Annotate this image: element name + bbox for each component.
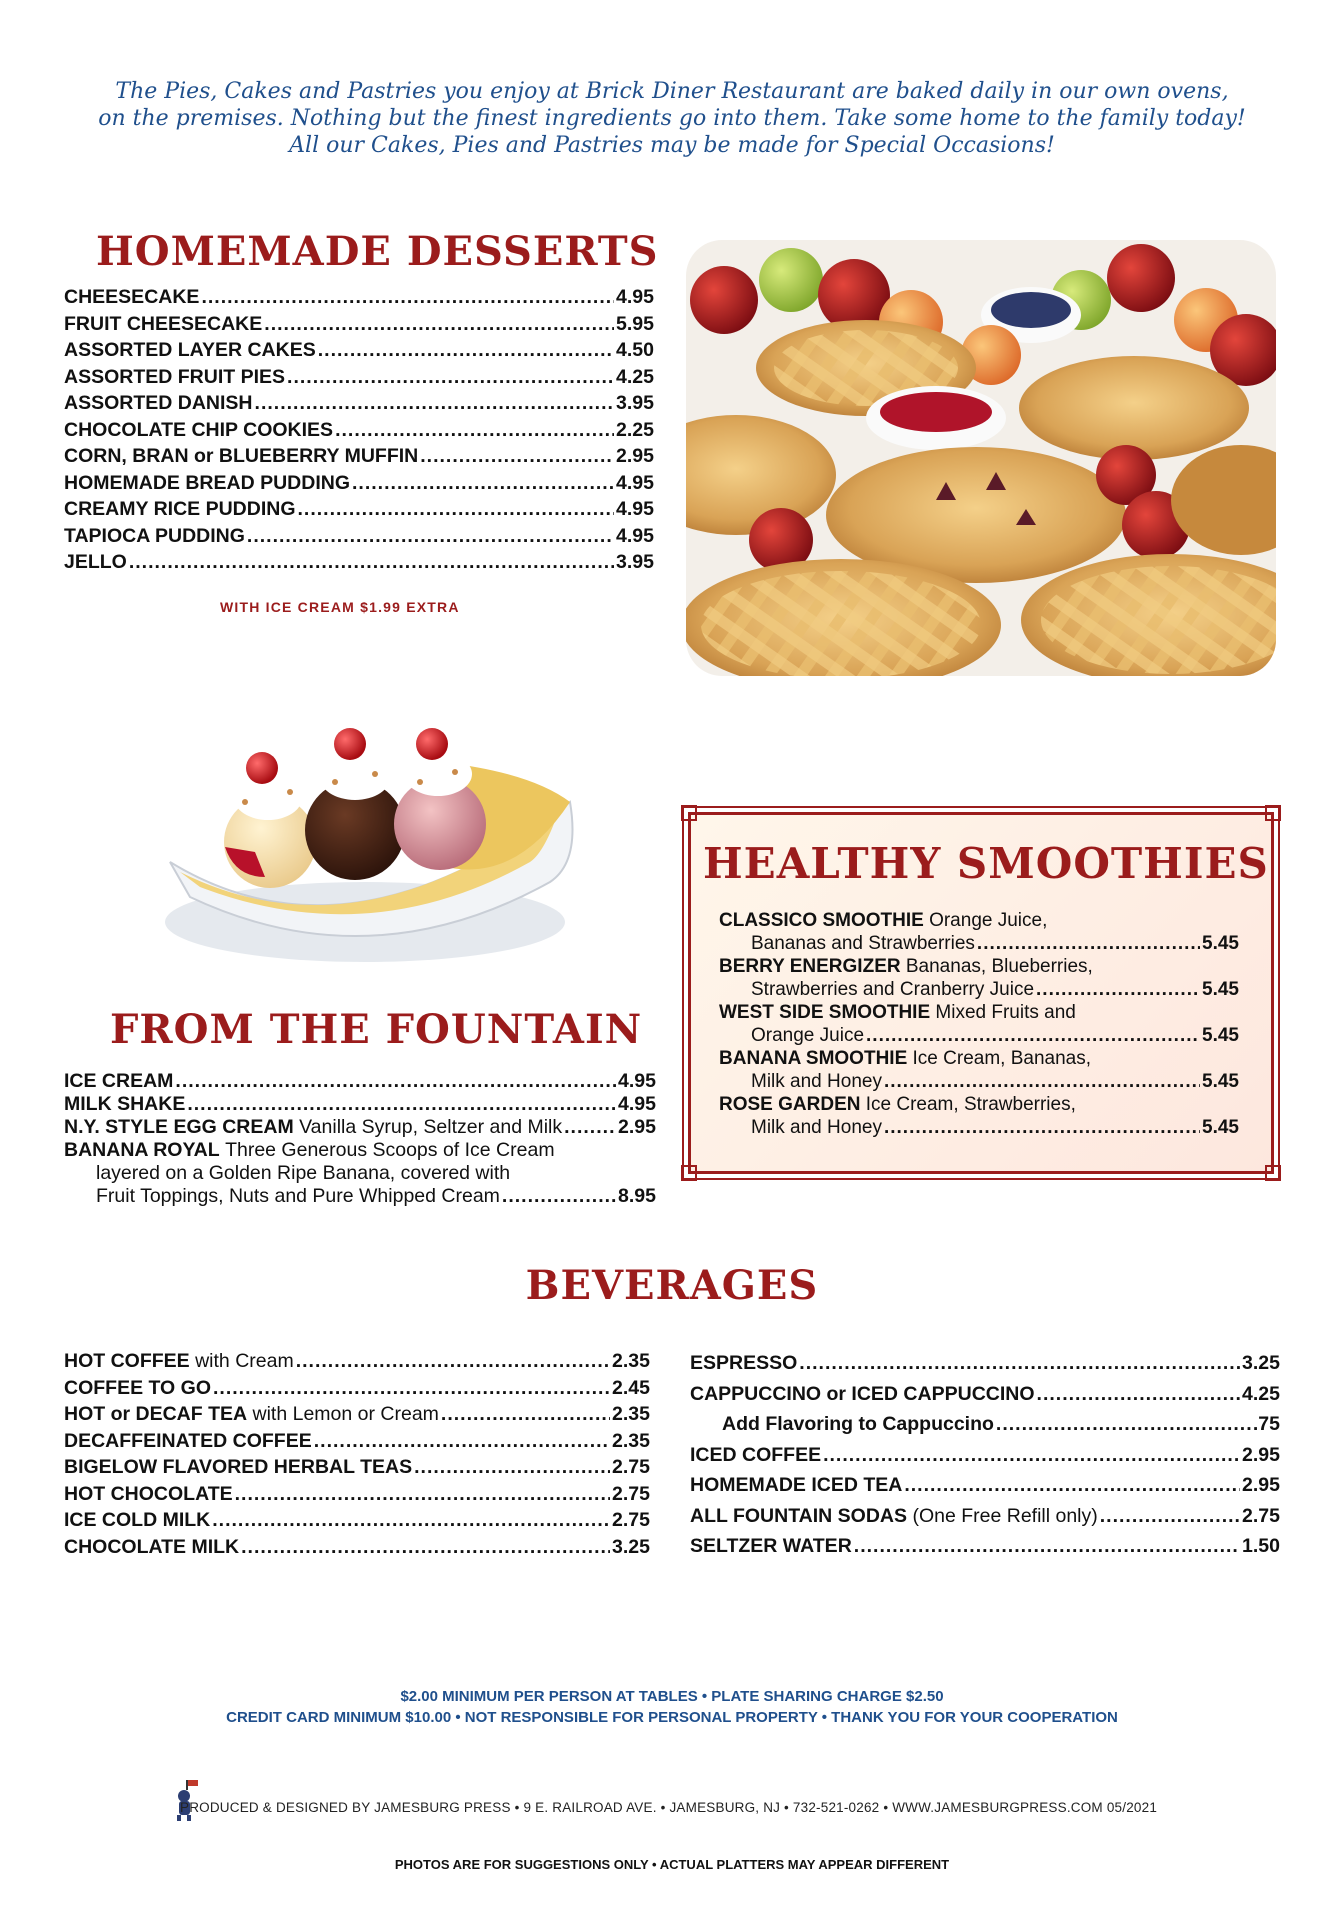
menu-item: WEST SIDE SMOOTHIE Mixed Fruits and: [719, 1002, 1076, 1023]
intro-line-3: All our Cakes, Pies and Pastries may be made for Special Occasions!: [289, 133, 1055, 158]
menu-item: BANANA SMOOTHIE Ice Cream, Bananas,: [719, 1048, 1092, 1069]
ornament-corner: [681, 1165, 697, 1181]
policies-note: [0, 1686, 1344, 1728]
desserts-list: [64, 284, 654, 576]
menu-item: MILK SHAKE ..... 4.95: [64, 1093, 656, 1116]
menu-item-line2: Milk and Honey ..... 5.45: [719, 1070, 1239, 1093]
menu-item: ALL FOUNTAIN SODAS (One Free Refill only) ..... 2.75: [690, 1501, 1280, 1532]
fountain-heading: FROM THE FOUNTAIN: [110, 1006, 643, 1053]
menu-item: ROSE GARDEN Ice Cream, Strawberries,: [719, 1094, 1076, 1115]
intro-text: [60, 78, 1284, 159]
banana-royal-description: layered on a Golden Ripe Banana, covered with: [96, 1162, 511, 1184]
banana-royal-price-line: Fruit Toppings, Nuts and Pure Whipped Cream ..... 8.95: [64, 1185, 656, 1208]
menu-item: N.Y. STYLE EGG CREAM Vanilla Syrup, Seltzer and Milk ..... 2.95: [64, 1116, 656, 1139]
menu-item: CHOCOLATE CHIP COOKIES ..... 2.25: [64, 417, 654, 444]
menu-item: HOT COFFEE with Cream ..... 2.35: [64, 1348, 650, 1375]
menu-item: CAPPUCCINO or ICED CAPPUCCINO ..... 4.25: [690, 1379, 1280, 1410]
menu-item: HOMEMADE ICED TEA ..... 2.95: [690, 1470, 1280, 1501]
menu-item: ICE COLD MILK ..... 2.75: [64, 1507, 650, 1534]
menu-item: ASSORTED FRUIT PIES ..... 4.25: [64, 364, 654, 391]
menu-item: SELTZER WATER ..... 1.50: [690, 1531, 1280, 1562]
menu-item: CLASSICO SMOOTHIE Orange Juice,: [719, 910, 1048, 931]
menu-item: DECAFFEINATED COFFEE ..... 2.35: [64, 1428, 650, 1455]
smoothies-heading: HEALTHY SMOOTHIES: [703, 839, 1269, 888]
menu-item: ESPRESSO ..... 3.25: [690, 1348, 1280, 1379]
banana-split-photo: [150, 712, 590, 976]
ornament-corner: [1265, 805, 1281, 821]
menu-item-banana-royal: BANANA ROYAL Three Generous Scoops of Ice Cream: [64, 1139, 555, 1161]
beverages-left-list: [64, 1348, 650, 1560]
beverages-heading: BEVERAGES: [525, 1262, 819, 1309]
menu-item-line2: Strawberries and Cranberry Juice ..... 5.45: [719, 978, 1239, 1001]
policies-line-1: $2.00 MINIMUM PER PERSON AT TABLES • PLATE SHARING CHARGE $2.50: [400, 1688, 944, 1705]
ice-cream-extra-note: WITH ICE CREAM $1.99 EXTRA: [220, 599, 460, 615]
desserts-heading: HOMEMADE DESSERTS: [96, 228, 659, 275]
menu-item: CHEESECAKE ..... 4.95: [64, 284, 654, 311]
ornament-corner: [681, 805, 697, 821]
intro-line-2: on the premises. Nothing but the finest ingredients go into them. Take some home to the family today!: [98, 106, 1246, 131]
menu-item: HOT or DECAF TEA with Lemon or Cream ..... 2.35: [64, 1401, 650, 1428]
menu-item: ASSORTED DANISH ..... 3.95: [64, 390, 654, 417]
menu-item-line2: Milk and Honey ..... 5.45: [719, 1116, 1239, 1139]
smoothies-panel: [688, 812, 1274, 1174]
menu-item: Add Flavoring to Cappuccino ..... .75: [690, 1409, 1280, 1440]
menu-item: TAPIOCA PUDDING ..... 4.95: [64, 523, 654, 550]
menu-item-line2: Orange Juice ..... 5.45: [719, 1024, 1239, 1047]
intro-line-1: The Pies, Cakes and Pastries you enjoy at Brick Diner Restaurant are baked daily in our own ovens,: [115, 79, 1229, 104]
menu-item: JELLO ..... 3.95: [64, 549, 654, 576]
menu-item: ICE CREAM ..... 4.95: [64, 1070, 656, 1093]
menu-item-line2: Bananas and Strawberries ..... 5.45: [719, 932, 1239, 955]
menu-item: FRUIT CHEESECAKE ..... 5.95: [64, 311, 654, 338]
menu-item: ICED COFFEE ..... 2.95: [690, 1440, 1280, 1471]
menu-item: ASSORTED LAYER CAKES ..... 4.50: [64, 337, 654, 364]
menu-item: BIGELOW FLAVORED HERBAL TEAS ..... 2.75: [64, 1454, 650, 1481]
menu-item: CORN, BRAN or BLUEBERRY MUFFIN ..... 2.95: [64, 443, 654, 470]
ornament-corner: [1265, 1165, 1281, 1181]
fountain-list: [64, 1070, 656, 1208]
menu-item: COFFEE TO GO ..... 2.45: [64, 1375, 650, 1402]
menu-item: HOT CHOCOLATE ..... 2.75: [64, 1481, 650, 1508]
policies-line-2: CREDIT CARD MINIMUM $10.00 • NOT RESPONSIBLE FOR PERSONAL PROPERTY • THANK YOU FOR YOUR COOPERATION: [226, 1709, 1118, 1726]
menu-item: CHOCOLATE MILK ..... 3.25: [64, 1534, 650, 1561]
menu-item: BERRY ENERGIZER Bananas, Blueberries,: [719, 956, 1093, 977]
menu-item: HOMEMADE BREAD PUDDING ..... 4.95: [64, 470, 654, 497]
smoothies-list: [719, 909, 1239, 1139]
photo-disclaimer: PHOTOS ARE FOR SUGGESTIONS ONLY • ACTUAL PLATTERS MAY APPEAR DIFFERENT: [394, 1857, 950, 1872]
pies-photo: [686, 240, 1276, 676]
printer-credit: PRODUCED & DESIGNED BY JAMESBURG PRESS • 9 E. RAILROAD AVE. • JAMESBURG, NJ • 732-521-0262 • WWW.JAMESBURGPRESS.COM 05/2021: [180, 1800, 1158, 1815]
beverages-right-list: [690, 1348, 1280, 1562]
menu-item: CREAMY RICE PUDDING ..... 4.95: [64, 496, 654, 523]
